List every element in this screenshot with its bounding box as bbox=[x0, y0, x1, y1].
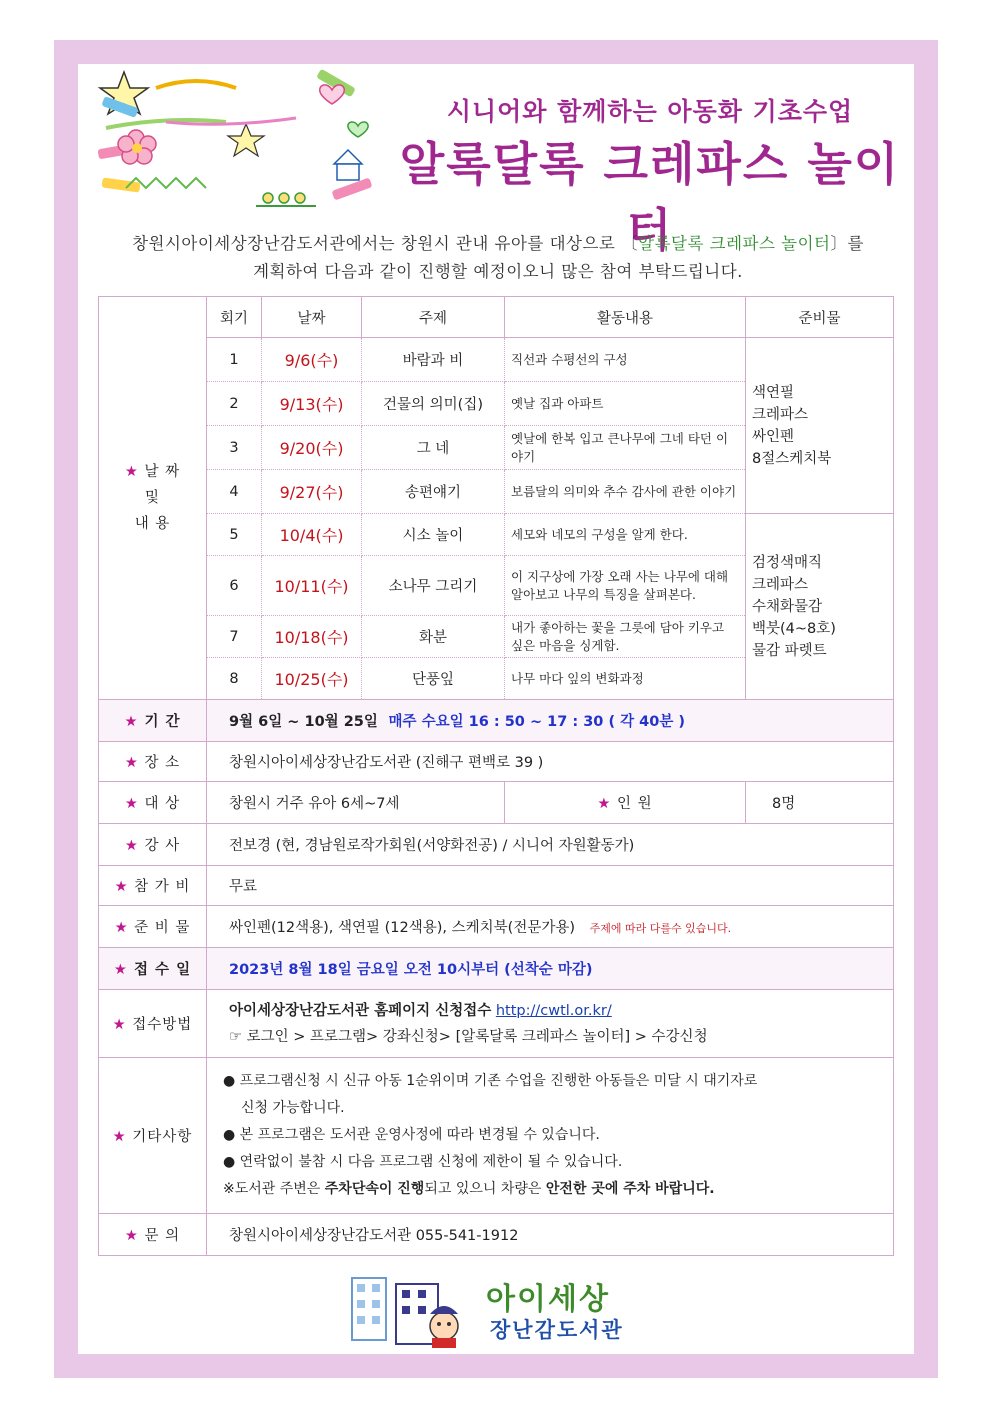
section-label-line2: 및 bbox=[144, 490, 160, 506]
materials-group-2 bbox=[746, 514, 894, 700]
section-label-line1: 날 짜 bbox=[144, 464, 181, 480]
apply-label-text: 접 수 일 bbox=[133, 962, 192, 978]
target-label bbox=[99, 782, 207, 824]
col-header-materials: 준비물 bbox=[746, 297, 894, 338]
session-activity: 이 지구상에 가장 오래 사는 나무에 대해 알아보고 나무의 특징을 살펴본다. bbox=[505, 556, 746, 616]
session-date: 10/4(수) bbox=[262, 514, 362, 556]
session-activity: 내가 좋아하는 꽃을 그릇에 담아 키우고 싶은 마음을 싱게함. bbox=[505, 616, 746, 658]
session-topic: 화분 bbox=[362, 616, 505, 658]
etc-note-4-bold1: 주차단속이 진행 bbox=[324, 1181, 425, 1197]
material-item: 수채화물감 bbox=[752, 598, 823, 615]
etc-note-4-mid: 되고 있으니 차량은 bbox=[424, 1181, 546, 1197]
session-topic: 건물의 의미(집) bbox=[362, 382, 505, 426]
etc-note-1a: 프로그램신청 시 신규 아동 1순위이며 기존 수업을 진행한 아동들은 미달 시 대기자로 bbox=[239, 1073, 758, 1089]
session-no: 2 bbox=[207, 382, 262, 426]
logo-text-main: 아이세상 bbox=[486, 1282, 610, 1317]
crayon-illustration bbox=[96, 68, 378, 216]
period-value-cell bbox=[207, 700, 894, 742]
supplies-row bbox=[99, 906, 894, 948]
count-label bbox=[505, 782, 746, 824]
place-value: 창원시아이세상장난감도서관 (진해구 편백로 39 ) bbox=[207, 742, 894, 782]
intro-highlight: 알록달록 크레파스 놀이터 bbox=[638, 234, 831, 253]
session-activity: 보름달의 의미와 추수 감사에 관한 이야기 bbox=[505, 470, 746, 514]
teacher-label bbox=[99, 824, 207, 866]
etc-notes bbox=[207, 1058, 894, 1214]
bullet-icon: ● bbox=[223, 1127, 236, 1143]
col-header-activity: 활동내용 bbox=[505, 297, 746, 338]
material-item: 물감 파렛트 bbox=[752, 642, 827, 659]
apply-label bbox=[99, 948, 207, 990]
poster-subtitle: 시니어와 함께하는 아동화 기초수업 bbox=[446, 97, 854, 126]
period-label bbox=[99, 700, 207, 742]
etc-note-4-pre: ※도서관 주변은 bbox=[223, 1181, 325, 1197]
method-line2: ☞ 로그인 > 프로그램> 강좌신청> [알록달록 크레파스 놀이터] > 수강신청 bbox=[229, 1028, 708, 1045]
session-no: 4 bbox=[207, 470, 262, 514]
etc-note-1b: 신청 가능합니다. bbox=[241, 1100, 345, 1116]
table-row bbox=[99, 514, 894, 556]
place-label bbox=[99, 742, 207, 782]
contact-value: 창원시아이세상장난감도서관 055-541-1912 bbox=[207, 1214, 894, 1256]
method-label bbox=[99, 990, 207, 1058]
teacher-row bbox=[99, 824, 894, 866]
supplies-label bbox=[99, 906, 207, 948]
teacher-value: 전보경 (현, 경남원로작가회원(서양화전공) / 시니어 자원활동가) bbox=[207, 824, 894, 866]
intro-line2: 계획하여 다음과 같이 진행할 예정이오니 많은 참여 부탁드립니다. bbox=[253, 262, 743, 281]
material-item: 8절스케치북 bbox=[752, 450, 832, 467]
etc-row bbox=[99, 1058, 894, 1214]
session-no: 3 bbox=[207, 426, 262, 470]
fee-value: 무료 bbox=[207, 866, 894, 906]
session-date: 10/18(수) bbox=[262, 616, 362, 658]
method-value-cell bbox=[207, 990, 894, 1058]
method-row bbox=[99, 990, 894, 1058]
building-icon bbox=[348, 1268, 468, 1350]
count-label-text: 인 원 bbox=[616, 796, 653, 812]
session-topic: 시소 놀이 bbox=[362, 514, 505, 556]
period-row bbox=[99, 700, 894, 742]
intro-text bbox=[96, 230, 900, 286]
table-row bbox=[99, 338, 894, 382]
star-icon: ★ bbox=[114, 879, 129, 895]
session-no: 5 bbox=[207, 514, 262, 556]
session-no: 8 bbox=[207, 658, 262, 700]
fee-row bbox=[99, 866, 894, 906]
supplies-label-text: 준 비 물 bbox=[134, 920, 191, 936]
star-icon: ★ bbox=[124, 755, 139, 771]
intro-line1-pre: 창원시아이세상장난감도서관에서는 창원시 관내 유아를 대상으로 〔 bbox=[132, 234, 639, 253]
etc-note-2: 본 프로그램은 도서관 운영사정에 따라 변경될 수 있습니다. bbox=[239, 1127, 600, 1143]
bullet-icon: ● bbox=[223, 1154, 236, 1170]
etc-label bbox=[99, 1058, 207, 1214]
target-value: 창원시 거주 유아 6세~7세 bbox=[207, 782, 505, 824]
fee-label-text: 참 가 비 bbox=[134, 879, 191, 895]
schedule-section-label bbox=[99, 297, 207, 700]
session-date: 10/25(수) bbox=[262, 658, 362, 700]
contact-label-text: 문 의 bbox=[144, 1228, 181, 1244]
session-date: 9/13(수) bbox=[262, 382, 362, 426]
session-topic: 바람과 비 bbox=[362, 338, 505, 382]
library-logo bbox=[348, 1268, 648, 1350]
apply-value: 2023년 8월 18일 금요일 오전 10시부터 (선착순 마감) bbox=[207, 948, 894, 990]
supplies-value-cell bbox=[207, 906, 894, 948]
session-no: 1 bbox=[207, 338, 262, 382]
session-topic: 그 네 bbox=[362, 426, 505, 470]
period-value: 9월 6일 ~ 10월 25일 bbox=[229, 714, 378, 730]
session-date: 10/11(수) bbox=[262, 556, 362, 616]
session-topic: 단풍잎 bbox=[362, 658, 505, 700]
session-topic: 소나무 그리기 bbox=[362, 556, 505, 616]
session-no: 7 bbox=[207, 616, 262, 658]
star-icon: ★ bbox=[124, 796, 139, 812]
etc-note-3: 연락없이 불참 시 다음 프로그램 신청에 제한이 될 수 있습니다. bbox=[239, 1154, 623, 1170]
materials-group-1 bbox=[746, 338, 894, 514]
method-line1: 아이세상장난감도서관 홈페이지 신청접수 bbox=[229, 1002, 492, 1019]
etc-note-4-bold2: 안전한 곳에 주차 바랍니다. bbox=[545, 1181, 715, 1197]
contact-label bbox=[99, 1214, 207, 1256]
period-label-text: 기 간 bbox=[144, 714, 181, 730]
schedule-header-row bbox=[99, 297, 894, 338]
session-date: 9/20(수) bbox=[262, 426, 362, 470]
material-item: 싸인펜 bbox=[752, 428, 795, 445]
supplies-note: 주제에 따라 다를수 있습니다. bbox=[589, 922, 732, 935]
col-header-topic: 주제 bbox=[362, 297, 505, 338]
col-header-date: 날짜 bbox=[262, 297, 362, 338]
star-icon: ★ bbox=[112, 1017, 127, 1033]
star-icon: ★ bbox=[124, 1228, 139, 1244]
star-icon: ★ bbox=[124, 714, 139, 730]
program-table bbox=[98, 296, 894, 1256]
contact-row bbox=[99, 1214, 894, 1256]
star-icon: ★ bbox=[113, 962, 128, 978]
method-label-text: 접수방법 bbox=[132, 1017, 193, 1033]
apply-row bbox=[99, 948, 894, 990]
session-date: 9/6(수) bbox=[262, 338, 362, 382]
target-row bbox=[99, 782, 894, 824]
period-extra: 매주 수요일 16 : 50 ~ 17 : 30 ( 각 40분 ) bbox=[388, 714, 686, 730]
star-icon: ★ bbox=[112, 1129, 127, 1145]
material-item: 색연필 bbox=[752, 384, 795, 401]
poster-title: 알록달록 크레파스 놀이터 bbox=[399, 137, 901, 257]
star-icon: ★ bbox=[124, 838, 139, 854]
fee-label bbox=[99, 866, 207, 906]
session-activity: 옛날에 한복 입고 큰나무에 그네 타던 이야기 bbox=[505, 426, 746, 470]
etc-label-text: 기타사항 bbox=[132, 1129, 193, 1145]
bullet-icon: ● bbox=[223, 1073, 236, 1089]
teacher-label-text: 강 사 bbox=[144, 838, 181, 854]
session-activity: 나무 마다 잎의 변화과정 bbox=[505, 658, 746, 700]
material-item: 백붓(4~8호) bbox=[752, 620, 836, 637]
session-activity: 세모와 네모의 구성을 알게 한다. bbox=[505, 514, 746, 556]
target-label-text: 대 상 bbox=[144, 796, 181, 812]
session-activity: 직선과 수평선의 구성 bbox=[505, 338, 746, 382]
material-item: 검정색매직 bbox=[752, 554, 823, 571]
supplies-value: 싸인펜(12색용), 색연필 (12색용), 스케치북(전문가용) bbox=[229, 920, 576, 936]
star-icon: ★ bbox=[597, 796, 612, 812]
col-header-session: 회기 bbox=[207, 297, 262, 338]
session-activity: 옛날 집과 아파트 bbox=[505, 382, 746, 426]
material-item: 크레파스 bbox=[752, 576, 809, 593]
session-no: 6 bbox=[207, 556, 262, 616]
session-date: 9/27(수) bbox=[262, 470, 362, 514]
section-label-line3: 내 용 bbox=[134, 516, 171, 532]
place-label-text: 장 소 bbox=[144, 755, 181, 771]
session-topic: 송편얘기 bbox=[362, 470, 505, 514]
material-item: 크레파스 bbox=[752, 406, 809, 423]
star-icon: ★ bbox=[114, 920, 129, 936]
place-row bbox=[99, 742, 894, 782]
intro-line1-post: 〕를 bbox=[830, 234, 864, 253]
homepage-link[interactable]: http://cwtl.or.kr/ bbox=[495, 1002, 612, 1019]
star-icon: ★ bbox=[124, 464, 139, 480]
logo-text-sub: 장난감도서관 bbox=[490, 1318, 624, 1342]
count-value: 8명 bbox=[746, 782, 894, 824]
